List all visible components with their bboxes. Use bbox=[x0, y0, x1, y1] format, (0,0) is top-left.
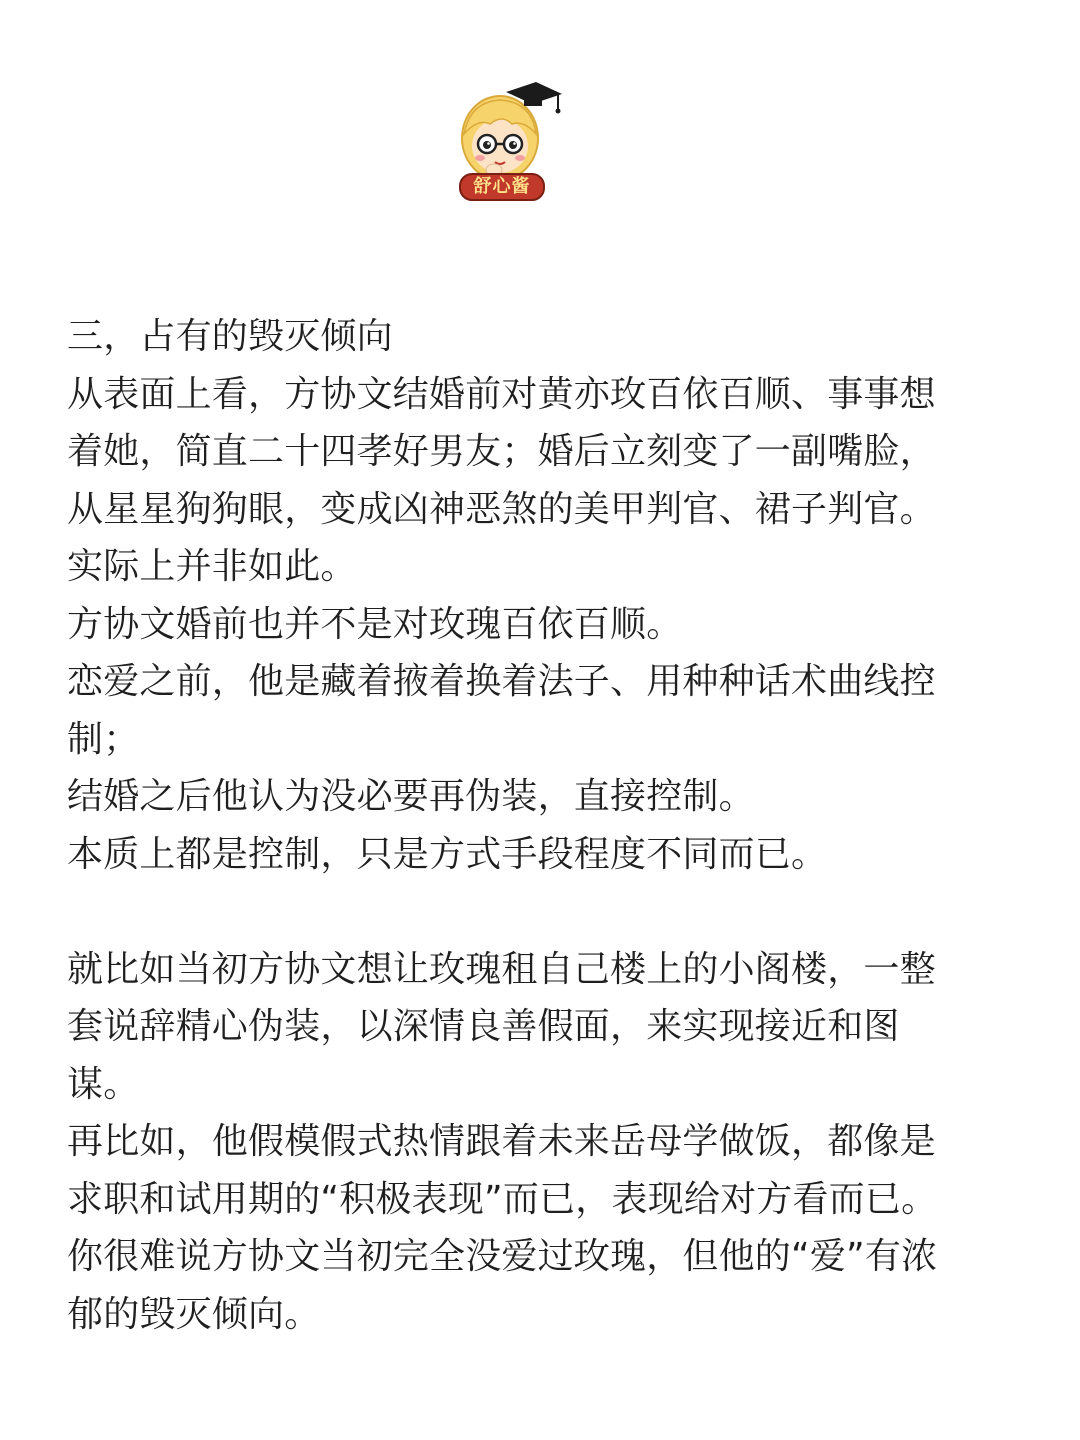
paragraph-spacer bbox=[67, 883, 1017, 941]
paragraph-line: 从星星狗狗眼，变成凶神恶煞的美甲判官、裙子判官。 bbox=[67, 488, 936, 530]
logo-text: 舒心酱 bbox=[473, 176, 531, 197]
author-logo bbox=[440, 80, 564, 208]
paragraph-line: 制； bbox=[67, 718, 140, 760]
paragraph-line: 求职和试用期的“积极表现”而已，表现给对方看而已。 bbox=[67, 1178, 938, 1220]
paragraph-line: 方协文婚前也并不是对玫瑰百依百顺。 bbox=[67, 603, 683, 645]
paragraph-line: 恋爱之前，他是藏着掖着换着法子、用种种话术曲线控 bbox=[67, 661, 936, 702]
paragraph-line: 本质上都是控制，只是方式手段程度不同而已。 bbox=[67, 833, 828, 875]
paragraph-line: 你很难说方协文当初完全没爱过玫瑰，但他的“爱”有浓 bbox=[67, 1236, 938, 1277]
paragraph-line: 套说辞精心伪装，以深情良善假面，来实现接近和图 bbox=[67, 1006, 900, 1047]
paragraph-line: 实际上并非如此。 bbox=[67, 546, 357, 587]
paragraph-line: 结婚之后他认为没必要再伪装，直接控制。 bbox=[67, 776, 755, 817]
paragraph-line: 就比如当初方协文想让玫瑰租自己楼上的小阁楼，一整 bbox=[67, 948, 936, 990]
section-heading: 三，占有的毁灭倾向 bbox=[67, 316, 393, 357]
paragraph-line: 着她，简直二十四孝好男友；婚后立刻变了一副嘴脸， bbox=[67, 431, 936, 472]
article-body bbox=[67, 308, 1017, 1343]
paragraph-line: 再比如，他假模假式热情跟着未来岳母学做饭，都像是 bbox=[67, 1121, 936, 1162]
paragraph-line: 从表面上看，方协文结婚前对黄亦玫百依百顺、事事想 bbox=[67, 373, 936, 415]
paragraph-line: 谋。 bbox=[67, 1063, 140, 1105]
paragraph-line: 郁的毁灭倾向。 bbox=[67, 1293, 321, 1335]
